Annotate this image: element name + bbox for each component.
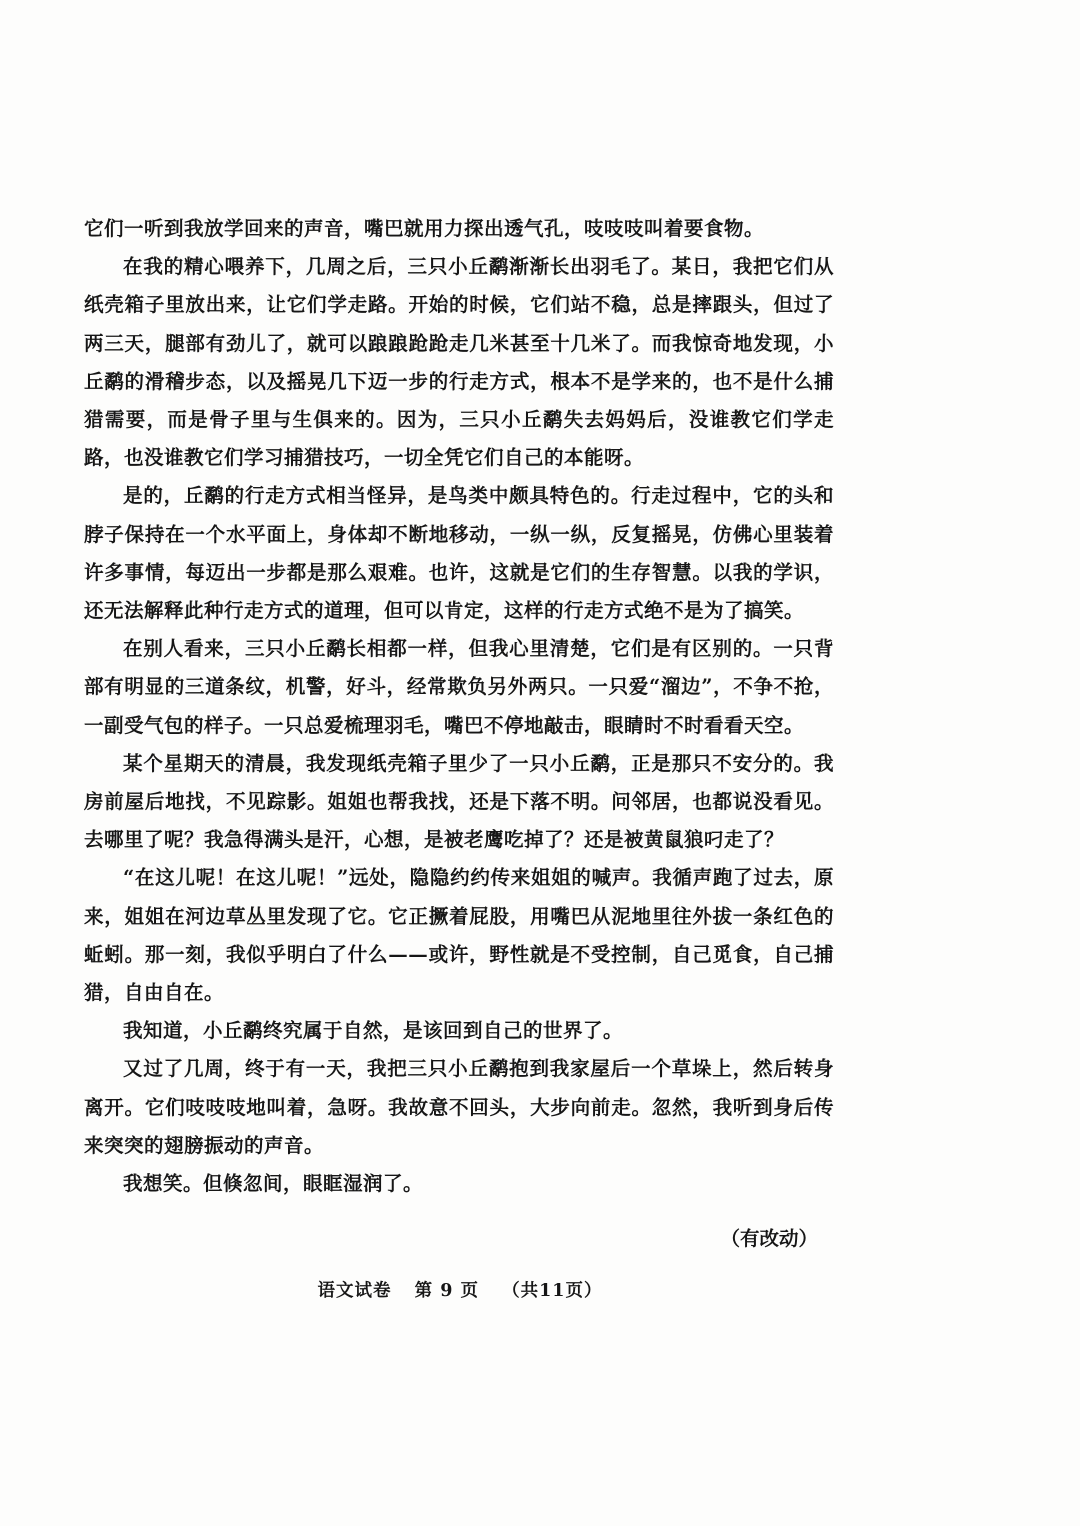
paragraph-2: 在我的精心喂养下，几周之后，三只小丘鹬渐渐长出羽毛了。某日，我把它们从纸壳箱子里放出来，让它们学走路。开始的时候，它们站不稳，总是摔跟头，但过了两三天，腿部有劲儿了，就可以踉踉跄跄走几米甚至十几米了。而我惊奇地发现，小丘鹬的滑稽步态，以及摇晃几下迈一步的行走方式，根本不是学来的，也不是什么捕猎需要，而是骨子里与生俱来的。因为，三只小丘鹬失去妈妈后，没谁教它们学走路，也没谁教它们学习捕猎技巧，一切全凭它们自己的本能呀。: [84, 255, 834, 470]
paragraph-7: 我知道，小丘鹬终究属于自然，是该回到自己的世界了。: [123, 1019, 624, 1043]
paragraph-4: 在别人看来，三只小丘鹬长相都一样，但我心里清楚，它们是有区别的。一只背部有明显的三道条纹，机警，好斗，经常欺负另外两只。一只爱“溜边”，不争不抢，一副受气包的样子。一只总爱梳理羽毛，嘴巴不停地敲击，眼睛时不时看看天空。: [84, 637, 834, 737]
footer-total-pages: （共11页）: [502, 1281, 603, 1301]
paragraph-8: 又过了几周，终于有一天，我把三只小丘鹬抱到我家屋后一个草垛上，然后转身离开。它们吱吱吱地叫着，急呀。我故意不回头，大步向前走。忽然，我听到身后传来突突的翅膀振动的声音。: [84, 1057, 834, 1157]
footer-subject: 语文试卷: [317, 1281, 392, 1301]
paragraph-1: 它们一听到我放学回来的声音，嘴巴就用力探出透气孔，吱吱吱叫着要食物。: [84, 217, 765, 240]
page-footer: [0, 1276, 920, 1306]
paragraph-3: 是的，丘鹬的行走方式相当怪异，是鸟类中颇具特色的。行走过程中，它的头和脖子保持在一个水平面上，身体却不断地移动，一纵一纵，反复摇晃，仿佛心里装着许多事情，每迈出一步都是那么艰难。也许，这就是它们的生存智慧。以我的学识，还无法解释此种行走方式的道理，但可以肯定，这样的行走方式绝不是为了搞笑。: [84, 484, 834, 623]
source-note: （有改动）: [720, 1227, 818, 1250]
paragraph-6: “在这儿呢！在这儿呢！”远处，隐隐约约传来姐姐的喊声。我循声跑了过去，原来，姐姐在河边草丛里发现了它。它正撅着屁股，用嘴巴从泥地里往外拔一条红色的蚯蚓。那一刻，我似乎明白了什么——或许，野性就是不受控制，自己觅食，自己捕猎，自由自在。: [84, 866, 834, 1005]
reading-passage: [84, 210, 834, 1203]
paragraph-5: 某个星期天的清晨，我发现纸壳箱子里少了一只小丘鹬，正是那只不安分的。我房前屋后地找，不见踪影。姐姐也帮我找，还是下落不明。问邻居，也都说没看见。去哪里了呢？我急得满头是汗，心想，是被老鹰吃掉了？还是被黄鼠狼叼走了？: [84, 751, 834, 852]
paragraph-9: 我想笑。但倏忽间，眼眶湿润了。: [123, 1172, 424, 1196]
footer-page-number: 第 9 页: [414, 1281, 479, 1301]
